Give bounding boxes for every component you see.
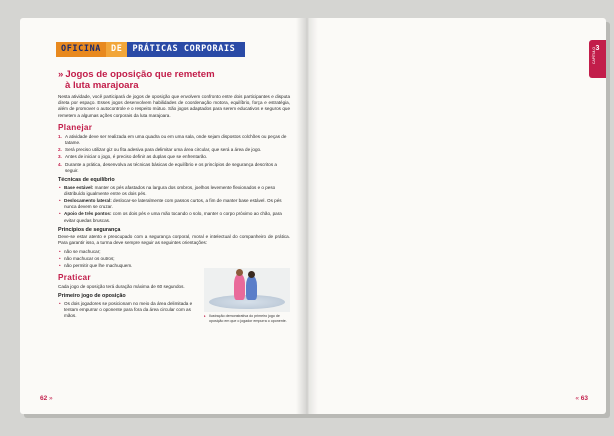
- list-item: • não se machucar;: [58, 249, 290, 255]
- section-banner: [56, 42, 245, 57]
- title-line-2: à luta marajoara: [65, 79, 139, 91]
- double-chevron-icon: »: [49, 395, 53, 402]
- praticar-text: [58, 284, 204, 323]
- chapter-number: 3: [595, 45, 600, 52]
- list-item: [58, 154, 290, 160]
- term-label: Deslocamento lateral:: [64, 197, 112, 203]
- list-item: [58, 162, 290, 174]
- list-item: [58, 198, 290, 210]
- list-item: • não permitir que lhe machuquem.: [58, 263, 290, 269]
- list-item-text: Antes de iniciar o jogo, é preciso definir as duplas que se enfrentarão.: [65, 154, 208, 160]
- item-number: 3.: [58, 154, 62, 160]
- right-page: [306, 18, 606, 414]
- intro-paragraph: Nesta atividade, você participará de jogos de oposição que envolvem confronto entre dois participantes e disputa direta por espaço. Esses jogos desenvolvem habilidades de coordenação motora, equilíbrio, força e estratégia, além de promover o autocontrole e o respeito mútuo. São jogos adaptados para serem educativos e seguros que remetem a algumas ações corporais da luta marajoara.: [58, 94, 290, 118]
- term-text: com os dois pés e uma mão tocando o solo, manter o corpo próximo ao chão, para evitar quedas bruscas.: [64, 211, 282, 223]
- term-label: Base estável:: [64, 184, 94, 190]
- page-title: [58, 70, 290, 91]
- list-item-text: Será preciso utilizar giz ou fita adesiva para delimitar uma área circular, que será a área de jogo.: [65, 147, 262, 153]
- list-item: [58, 185, 290, 197]
- page-number-right: [575, 395, 588, 402]
- heading-seguranca: Princípios de segurança: [58, 226, 121, 233]
- title-line-1: Jogos de oposição que remetem: [65, 69, 215, 80]
- illustration-first-game: [204, 268, 290, 312]
- left-column: [58, 70, 290, 323]
- list-item: • Os dois jogadores se posicionam no meio da área delimitada e tentam empurrar o oponente para fora da área circular com as mãos.: [58, 301, 200, 320]
- list-item: [58, 147, 290, 153]
- praticar-paragraph: Cada jogo de oposição terá duração máxima de 60 segundos.: [58, 284, 185, 290]
- list-item: [58, 134, 290, 146]
- chapter-word: CAPÍTULO: [592, 47, 596, 64]
- item-number: 2.: [58, 147, 62, 153]
- list-item-text: Durante a prática, desenvolva as técnicas básicas de equilíbrio e os princípios de segurança descritos a seguir.: [65, 161, 277, 173]
- term-text: deslocar-se lateralmente com passos curtos, a fim de manter base estável. Os pés nunca devem se cruzar.: [64, 197, 282, 210]
- tecnicas-list: [58, 185, 290, 224]
- double-chevron-icon: «: [575, 395, 579, 402]
- seguranca-list: [58, 249, 290, 270]
- list-item: [58, 211, 290, 223]
- item-number: 4.: [58, 161, 62, 167]
- chevron-right-icon: »: [58, 69, 64, 80]
- list-item-text: A atividade deve ser realizada em uma quadra ou em uma sala, onde sejam dispostos colchões ou peças de tatame.: [65, 133, 287, 146]
- heading-praticar: Praticar: [58, 273, 91, 283]
- chapter-tab: [589, 40, 606, 78]
- page-number-value: 63: [580, 395, 588, 402]
- heading-planejar: Planejar: [58, 122, 93, 132]
- page-number-left: [40, 395, 53, 402]
- term-label: Apoio de três pontos:: [64, 211, 112, 217]
- seguranca-paragraph: Deve-se estar atento e preocupado com a segurança corporal, moral e intelectual do companheiro de prática. Para garantir isso, a turma deve sempre seguir as seguintes orientações:: [58, 234, 290, 246]
- player-figure: [234, 274, 245, 300]
- player-figure: [246, 276, 257, 300]
- open-book: [20, 18, 612, 416]
- planejar-list: [58, 134, 290, 174]
- primeiro-jogo-list: [58, 301, 200, 320]
- heading-tecnicas: Técnicas de equilíbrio: [58, 177, 115, 184]
- list-item: • não machucar os outros;: [58, 256, 290, 262]
- term-text: manter os pés afastados na largura dos ombros, joelhos levemente flexionados e o peso distribuído igualmente entre os dois pés.: [64, 184, 276, 196]
- figure-caption: ▸ Ilustração demonstrativa do primeiro jogo de oposição em que o jogador empurra o oponente.: [204, 314, 290, 323]
- heading-primeiro-jogo: Primeiro jogo de oposição: [58, 293, 126, 300]
- banner-word-2: DE: [106, 42, 127, 57]
- page-number-value: 62: [40, 395, 48, 402]
- item-number: 1.: [58, 133, 62, 139]
- left-page: [20, 18, 306, 414]
- praticar-block: [58, 284, 290, 323]
- figure-1: [204, 284, 290, 323]
- banner-word-3: PRÁTICAS CORPORAIS: [127, 42, 245, 57]
- banner-word-1: OFICINA: [56, 42, 106, 57]
